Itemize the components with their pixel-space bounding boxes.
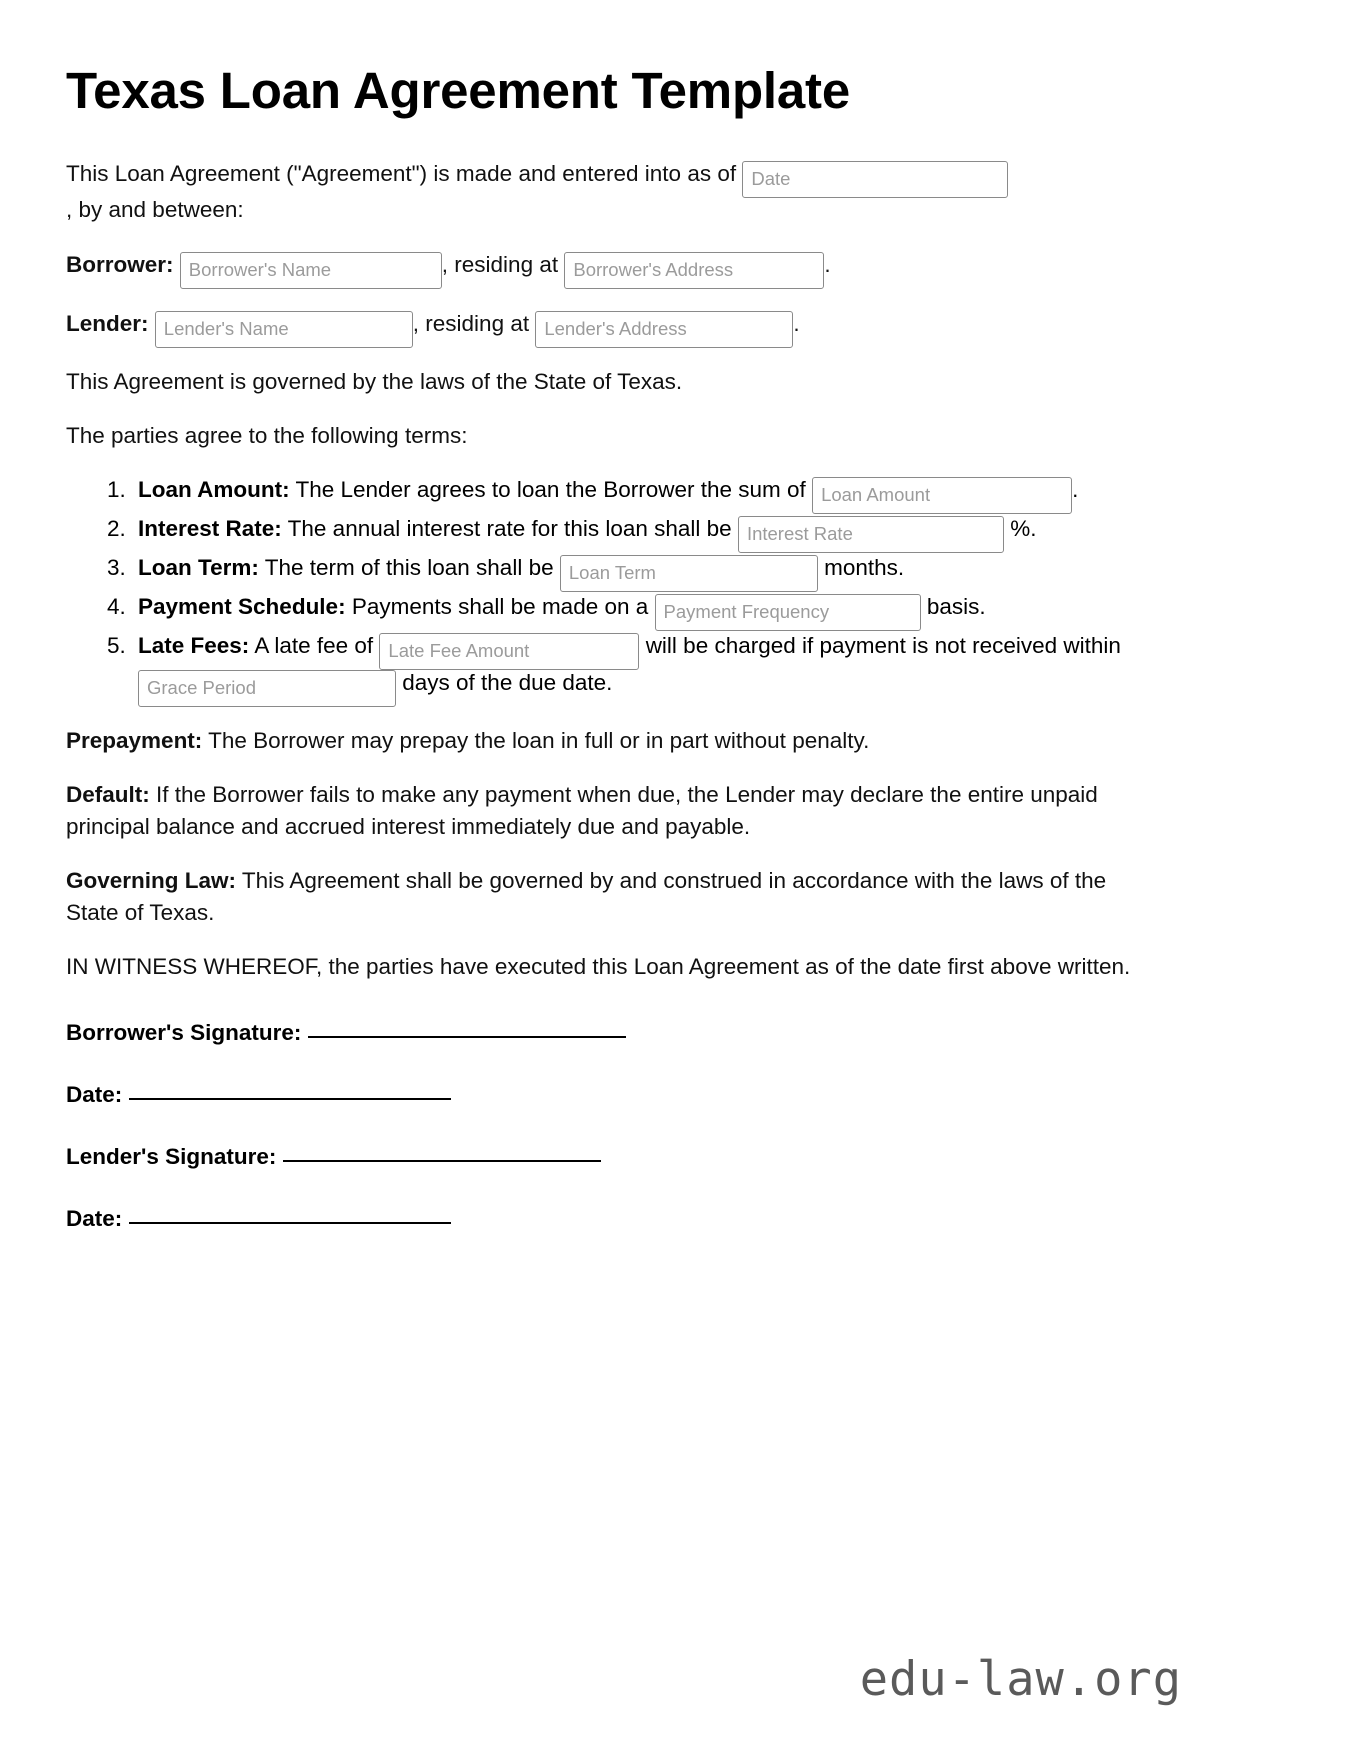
- lender-name-input[interactable]: [155, 311, 413, 348]
- borrower-residing-at: , residing at: [441, 251, 559, 277]
- payment-frequency-input[interactable]: [655, 594, 921, 631]
- prepayment-clause: [66, 725, 1145, 757]
- borrower-date-label: Date:: [66, 1082, 123, 1108]
- grace-period-input[interactable]: [138, 670, 396, 707]
- lender-date-line: [66, 1203, 1145, 1235]
- term-payment-schedule: [132, 590, 1145, 627]
- prepayment-text: The Borrower may prepay the loan in full or in part without penalty.: [208, 728, 870, 754]
- term-loan-term-suffix: months.: [824, 555, 905, 581]
- lender-period: .: [793, 310, 800, 336]
- governing-law-label: Governing Law:: [66, 868, 237, 894]
- borrower-paragraph: [66, 248, 1145, 285]
- terms-list: [66, 473, 1145, 703]
- intro-text-before-date: This Loan Agreement ("Agreement") is made and entered into as of: [66, 160, 737, 186]
- terms-intro: The parties agree to the following terms:: [66, 422, 468, 448]
- late-fee-amount-input[interactable]: [379, 633, 639, 670]
- lender-paragraph: [66, 307, 1145, 344]
- term-payment-schedule-label: Payment Schedule:: [138, 594, 346, 620]
- borrower-signature-line: [66, 1017, 1145, 1049]
- term-loan-amount-label: Loan Amount:: [138, 477, 290, 503]
- term-interest-rate-label: Interest Rate:: [138, 516, 282, 542]
- term-loan-term-text: The term of this loan shall be: [264, 555, 554, 581]
- signature-block: [66, 1017, 1145, 1235]
- default-text: If the Borrower fails to make any payment when due, the Lender may declare the entire unpaid principal balance and accrued interest immediately due and payable.: [66, 782, 1098, 840]
- loan-amount-input[interactable]: [812, 477, 1072, 514]
- default-label: Default:: [66, 782, 150, 808]
- date-input[interactable]: [742, 161, 1008, 198]
- borrower-signature-rule[interactable]: [308, 1036, 626, 1038]
- lender-signature-label: Lender's Signature:: [66, 1143, 277, 1169]
- witness-clause: IN WITNESS WHEREOF, the parties have executed this Loan Agreement as of the date first above written.: [66, 954, 1131, 980]
- term-late-fees: [132, 629, 1145, 703]
- borrower-date-line: [66, 1079, 1145, 1111]
- default-clause: [66, 779, 1145, 843]
- term-loan-amount-text: The Lender agrees to loan the Borrower the sum of: [295, 477, 806, 503]
- governing-law-text: This Agreement shall be governed by and construed in accordance with the laws of the State of Texas.: [66, 868, 1107, 926]
- lender-residing-at: , residing at: [412, 310, 530, 336]
- term-loan-amount: [132, 473, 1145, 510]
- governing-sentence: This Agreement is governed by the laws of the State of Texas.: [66, 368, 683, 394]
- term-loan-term: [132, 551, 1145, 588]
- term-loan-amount-suffix: .: [1072, 477, 1079, 503]
- term-interest-rate: [132, 512, 1145, 549]
- loan-term-input[interactable]: [560, 555, 818, 592]
- lender-signature-rule[interactable]: [283, 1160, 601, 1162]
- term-late-fees-text: A late fee of: [254, 633, 374, 659]
- site-watermark: edu-law.org: [859, 1652, 1182, 1707]
- governing-law-clause: [66, 865, 1145, 929]
- lender-date-label: Date:: [66, 1205, 123, 1231]
- lender-date-rule[interactable]: [129, 1222, 451, 1224]
- term-payment-schedule-text: Payments shall be made on a: [351, 594, 649, 620]
- term-payment-schedule-suffix: basis.: [926, 594, 986, 620]
- borrower-signature-label: Borrower's Signature:: [66, 1020, 302, 1046]
- term-loan-term-label: Loan Term:: [138, 555, 259, 581]
- lender-address-input[interactable]: [535, 311, 793, 348]
- borrower-address-input[interactable]: [564, 252, 824, 289]
- borrower-name-input[interactable]: [180, 252, 442, 289]
- intro-paragraph: [66, 157, 1145, 226]
- lender-label: Lender:: [66, 310, 149, 336]
- term-late-fees-label: Late Fees:: [138, 633, 250, 659]
- interest-rate-input[interactable]: [738, 516, 1004, 553]
- borrower-period: .: [824, 251, 831, 277]
- lender-signature-line: [66, 1141, 1145, 1173]
- term-late-fees-middle: will be charged if payment is not received within: [645, 633, 1121, 659]
- term-interest-rate-suffix: %.: [1010, 516, 1037, 542]
- intro-text-after-date: , by and between:: [66, 196, 244, 222]
- term-interest-rate-text: The annual interest rate for this loan shall be: [287, 516, 732, 542]
- borrower-date-rule[interactable]: [129, 1098, 451, 1100]
- term-late-fees-suffix: days of the due date.: [402, 670, 613, 696]
- page-title: Texas Loan Agreement Template: [66, 62, 850, 119]
- prepayment-label: Prepayment:: [66, 728, 203, 754]
- borrower-label: Borrower:: [66, 251, 174, 277]
